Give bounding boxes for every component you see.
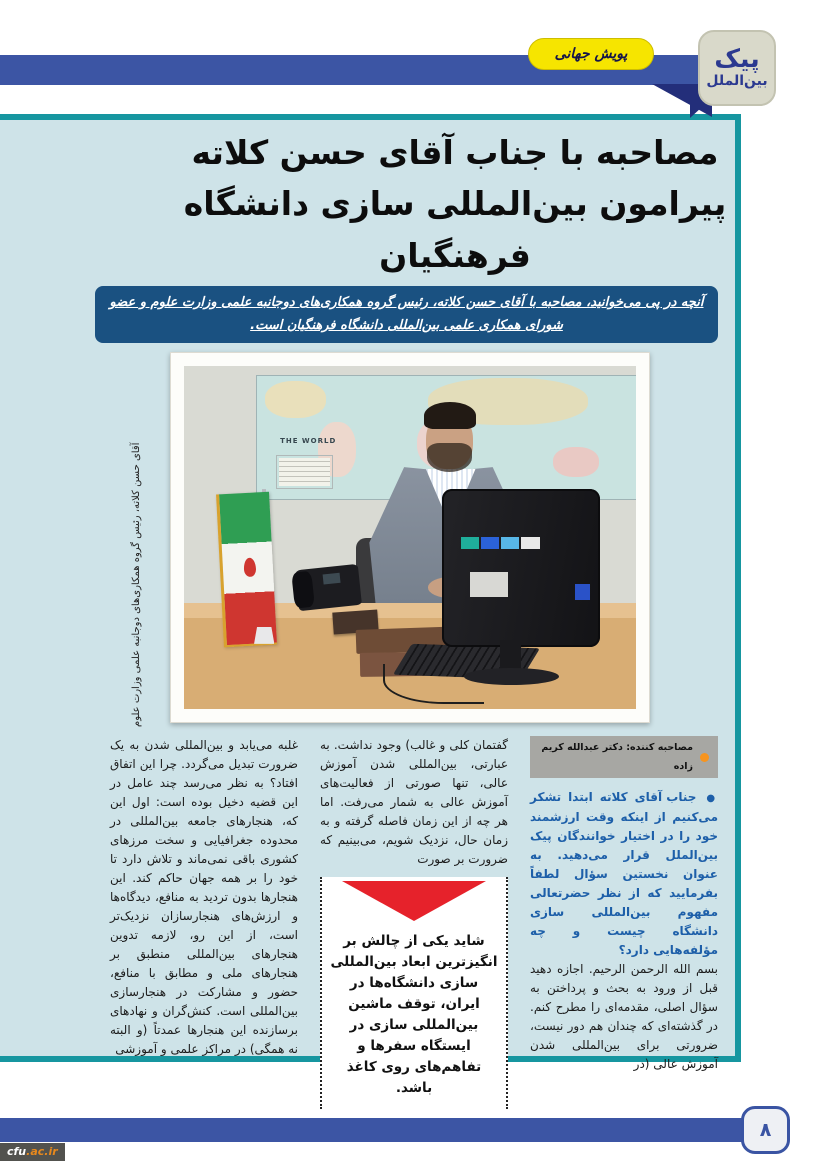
- interviewer-tag: [530, 736, 718, 778]
- watermark-prefix: cfu: [7, 1145, 27, 1158]
- monitor-stickers: [461, 537, 540, 550]
- column-left: [110, 736, 298, 1109]
- iran-flag: [216, 492, 277, 647]
- footer-bar: [0, 1118, 746, 1142]
- article-lede: [95, 286, 718, 343]
- photo-frame: [170, 352, 650, 723]
- map-title: THE WORLD: [280, 437, 337, 446]
- column-right: [530, 736, 718, 1109]
- article-columns: [110, 736, 718, 1109]
- telephone-display: [322, 572, 341, 584]
- interview-question: [530, 788, 718, 960]
- logo-subtitle: بین‌الملل: [706, 72, 768, 89]
- monitor-rear: [442, 489, 600, 647]
- interviewer-label: مصاحبه کننده: دکتر عبدالله کریم زاده: [541, 742, 693, 772]
- question-text: جناب آقای کلاته ابتدا تشکر می‌کنیم از اینکه وقت ارزشمند خود را در اختیار خوانندگان پیک بین‌الملل قرار می‌دهید. به عنوان نخستین سؤال لطفاً بفرمایید که از نظر حضرتعالی مفهوم بین‌المللی سازی دانشگاه چیست و چه مؤلفه‌هایی دارد؟: [530, 790, 718, 957]
- answer-text-right: بسم الله الرحمن الرحیم. اجازه دهید قبل از ورود به بحث و پرداختن به سؤال اصلی، مقدمه‌ای را مطرح کنم. در گذشته‌ای که چندان هم دور نیست، ضرورتی برای بین‌المللی شدن آموزش عالی (در: [530, 962, 718, 1071]
- article-title: [170, 128, 740, 282]
- photo-caption: آقای حسن کلاته، رئیس گروه همکاری‌های دوجانبه علمی وزارت علوم: [131, 442, 142, 727]
- column-middle: [320, 736, 508, 1109]
- monitor-vga-port: [575, 584, 591, 600]
- red-triangle-icon: [342, 881, 486, 921]
- map-continent: [265, 381, 326, 418]
- article-title-line2: پیرامون بین‌المللی سازی دانشگاه فرهنگیان: [183, 184, 727, 275]
- monitor-base: [464, 668, 559, 685]
- magazine-logo: [698, 30, 776, 106]
- article-title-line1: مصاحبه با جناب آقای حسن کلاته: [191, 133, 719, 172]
- logo-title: پیک: [714, 44, 760, 74]
- question-bullet-icon: ●: [706, 793, 718, 804]
- page-number-badge: ۸: [741, 1106, 790, 1154]
- monitor-label: [470, 572, 508, 597]
- pull-quote-text: شاید یکی از چالش بر انگیزترین ابعاد بین‌المللی سازی دانشگاه‌ها در ایران، توقف ماشین بین‌المللی سازی در ایستگاه سفرها و تفاهم‌های روی کاغذ باشد.: [330, 933, 498, 1096]
- watermark-suffix: .ac.ir: [26, 1145, 58, 1158]
- flag-base: [254, 627, 274, 644]
- telephone: [295, 563, 362, 611]
- pull-quote-box: [320, 877, 508, 1109]
- answer-text-middle: گفتمان کلی و غالب) وجود نداشت. به عبارتی، بین‌المللی شدن آموزش عالی، تنها صورتی از فعالیت‌های آموزش عالی به شمار می‌رفت. اما هر چه از این زمان فاصله گرفته و به زمان حال، نزدیک شویم، می‌بینیم که ضرورت بر صورت: [320, 738, 508, 866]
- map-continent: [553, 447, 599, 477]
- site-watermark: [0, 1143, 65, 1161]
- section-tag: پویش جهانی: [528, 38, 654, 70]
- bullet-dot-icon: [700, 753, 709, 762]
- map-legend: [276, 455, 333, 490]
- interview-photo: [184, 366, 636, 709]
- flag-emblem: [243, 557, 256, 577]
- telephone-handset: [292, 571, 316, 608]
- answer-text-left: غلبه می‌یابد و بین‌المللی شدن به یک ضرورت تبدیل می‌گردد. چرا این اتفاق افتاد؟ به نظر می‌رسد چند عامل در این قضیه دخیل بوده است: اول این که، هنجارهای جامعه بین‌المللی در محدوده جغرافیایی و سخت مرزهای کشوری باقی نمی‌ماند و تلاش دارد تا خود را بر همه جهان حاکم کند. این هنجارها بدون تردید به منافع، دیدگاه‌ها و ارزش‌های هنجارسازان نزدیک‌تر است، از این رو، لازمه تدوین هنجارهای بین‌المللی منطبق بر هنجارهای ملی و مطابق با منافع، حضور و مشارکت در هنجارسازی بین‌المللی است. کنش‌گران و نهادهای برسازنده این هنجارها عمدتاً (و البته نه همگی) در مراکز علمی و آموزشی: [110, 738, 298, 1056]
- article-lede-text: آنچه در پی می‌خوانید، مصاحبه با آقای حسن کلاته، رئیس گروه همکاری‌های دوجانبه علمی وزارت علوم و عضو شورای همکاری علمی بین‌المللی دانشگاه فرهنگیان است.: [109, 295, 704, 333]
- man-hair: [424, 402, 476, 429]
